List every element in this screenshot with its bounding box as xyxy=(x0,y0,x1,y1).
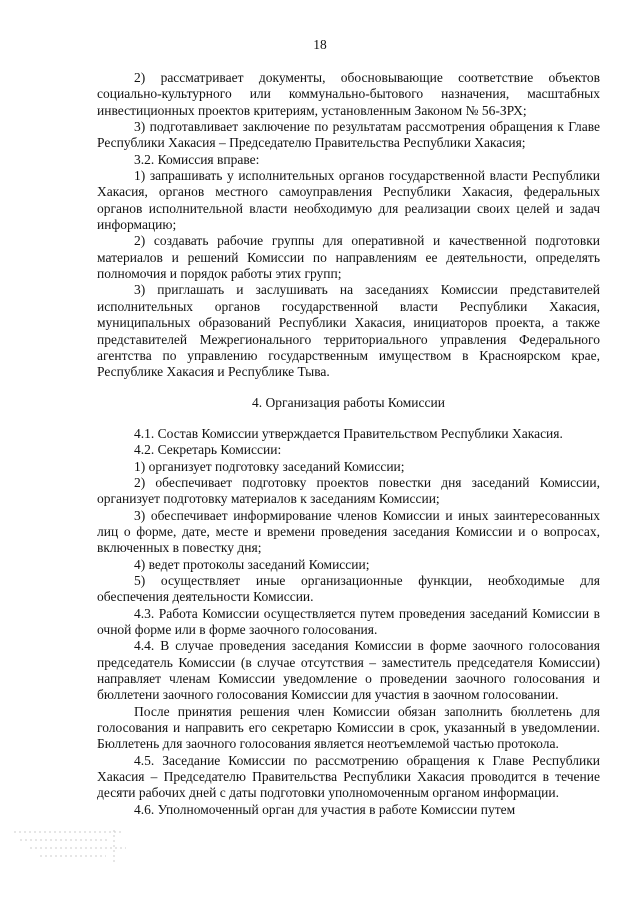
paragraph: 5) осуществляет иные организационные функции, необходимые для обеспечения деятельности Комиссии. xyxy=(97,572,600,605)
paragraph: 4.6. Уполномоченный орган для участия в работе Комиссии путем xyxy=(134,801,516,817)
paragraph: 4.1. Состав Комиссии утверждается Правительством Республики Хакасия. xyxy=(134,425,563,441)
paragraph: 1) организует подготовку заседаний Комиссии; xyxy=(134,458,405,474)
paragraph: 4) ведет протоколы заседаний Комиссии; xyxy=(134,556,370,572)
paragraph: 4.3. Работа Комиссии осуществляется путем проведения заседаний Комиссии в очной форме или в форме заочного голосования. xyxy=(97,605,600,637)
paragraph: 4.4. В случае проведения заседания Комиссии в форме заочного голосования председатель Комиссии (в случае отсутствия – заместитель председателя Комиссии) направляет членам Комиссии уведомление о проведении заочного голосования и бюллетени заочного голосования Комиссии для участия в заочном голосовании. xyxy=(97,638,600,703)
paragraph: После принятия решения член Комиссии обязан заполнить бюллетень для голосования и направить его секретарю Комиссии в срок, указанный в уведомлении. Бюллетень для заочного голосования является неотъемлемой частью протокола. xyxy=(97,703,600,752)
paragraph: 4.5. Заседание Комиссии по рассмотрению обращения к Главе Республики Хакасия – Председателю Правительства Республики Хакасия проводится в течение десяти рабочих дней с даты подготовки уполномоченным органом информации. xyxy=(97,752,600,801)
faded-stamp-mark xyxy=(10,826,130,866)
paragraph: 4.2. Секретарь Комиссии: xyxy=(134,442,282,458)
document-body xyxy=(97,70,600,818)
section-heading: 4. Организация работы Комиссии xyxy=(252,394,445,410)
paragraph: 1) запрашивать у исполнительных органов государственной власти Республики Хакасия, органов местного самоуправления Республики Хакасия, федеральных органов исполнительной власти необходимую для реализации своих целей и задач информацию; xyxy=(97,168,600,233)
paragraph: 2) обеспечивает подготовку проектов повестки дня заседаний Комиссии, организует подготовку материалов к заседаниям Комиссии; xyxy=(97,474,600,507)
paragraph: 2) создавать рабочие группы для оперативной и качественной подготовки материалов и решений Комиссии по направлениям ее деятельности, определять полномочия и порядок работы этих групп; xyxy=(97,233,600,282)
page-number: 18 xyxy=(313,37,327,52)
paragraph: 3) обеспечивает информирование членов Комиссии и иных заинтересованных лиц о форме, дате, месте и времени проведения заседания Комиссии и о вопросах, включенных в повестку дня; xyxy=(97,507,600,556)
paragraph: 3) приглашать и заслушивать на заседаниях Комиссии представителей исполнительных органов государственной власти Республики Хакасия, муниципальных образований Республики Хакасия, инициаторов проекта, а также представителей Межрегионального территориального управления Федерального агентства по управлению государственным имуществом в Красноярском крае, Республике Хакасия и Республике Тыва. xyxy=(97,282,600,380)
paragraph: 2) рассматривает документы, обосновывающие соответствие объектов социально-культурного или коммунально-бытового назначения, масштабных инвестиционных проектов критериям, установленным Законом № 56-ЗРХ; xyxy=(97,70,600,118)
paragraph: 3) подготавливает заключение по результатам рассмотрения обращения к Главе Республики Хакасия – Председателю Правительства Республики Хакасия; xyxy=(97,119,600,151)
paragraph: 3.2. Комиссия вправе: xyxy=(134,151,260,167)
